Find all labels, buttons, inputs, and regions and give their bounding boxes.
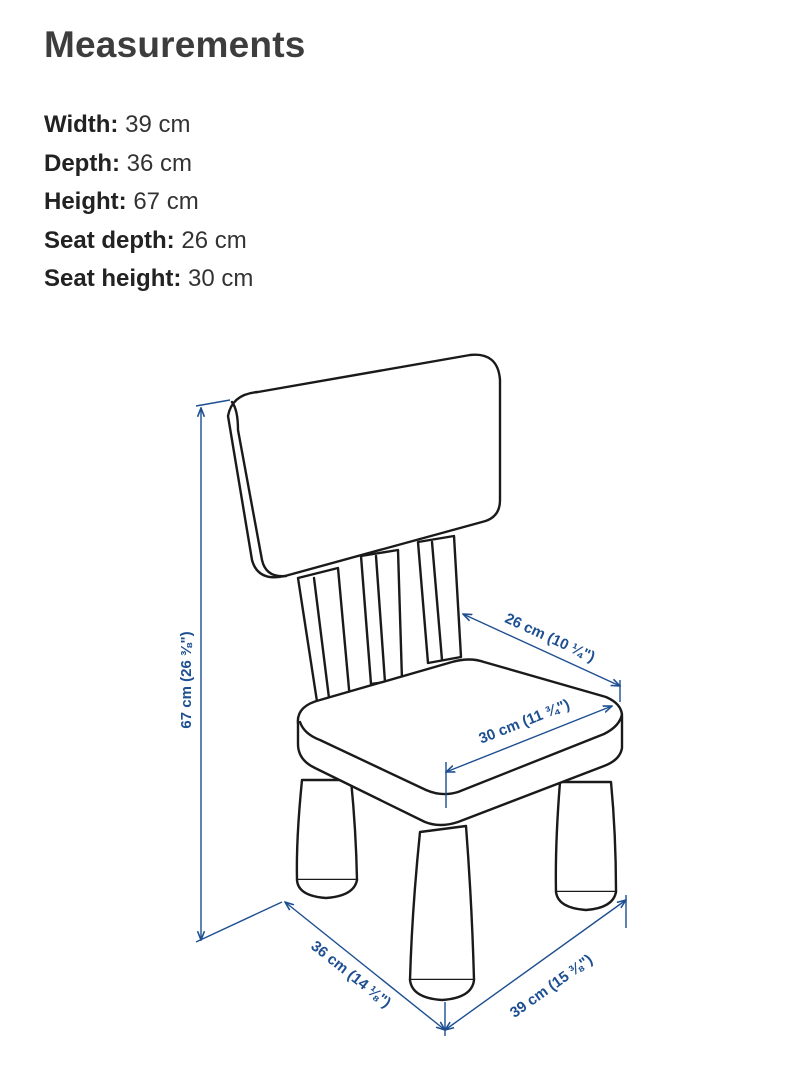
spec-label: Height: bbox=[44, 188, 127, 215]
page-title: Measurements bbox=[44, 24, 306, 65]
spec-label: Width: bbox=[44, 111, 119, 138]
seat-depth-label: 26 cm (10 ¼") bbox=[502, 609, 598, 666]
spec-depth bbox=[44, 145, 253, 184]
spec-label: Depth: bbox=[44, 149, 120, 177]
spec-seat-depth bbox=[44, 222, 253, 261]
seat-height-label: 30 cm (11 ¾") bbox=[476, 696, 573, 748]
measurements-list bbox=[44, 106, 253, 299]
spec-seat-height bbox=[44, 260, 253, 299]
depth-label: 36 cm (14 ⅛") bbox=[307, 937, 395, 1012]
spec-width bbox=[44, 106, 253, 145]
backrest bbox=[228, 355, 500, 578]
height-label: 67 cm (26 ⅜") bbox=[178, 631, 195, 729]
front-leg-left bbox=[410, 826, 474, 1000]
spec-value: 30 cm bbox=[188, 265, 254, 292]
width-label: 39 cm (15 ⅜") bbox=[506, 951, 596, 1022]
spec-value: 26 cm bbox=[181, 226, 247, 254]
spec-height bbox=[44, 183, 253, 222]
back-leg-right bbox=[556, 782, 616, 910]
spec-value: 36 cm bbox=[126, 149, 193, 177]
spec-value: 67 cm bbox=[133, 188, 199, 215]
spec-label: Seat height: bbox=[44, 265, 182, 292]
back-leg-left bbox=[297, 780, 357, 898]
spec-value: 39 cm bbox=[125, 111, 191, 138]
chair-dimension-diagram bbox=[0, 330, 800, 1090]
spec-label: Seat depth: bbox=[44, 226, 175, 254]
